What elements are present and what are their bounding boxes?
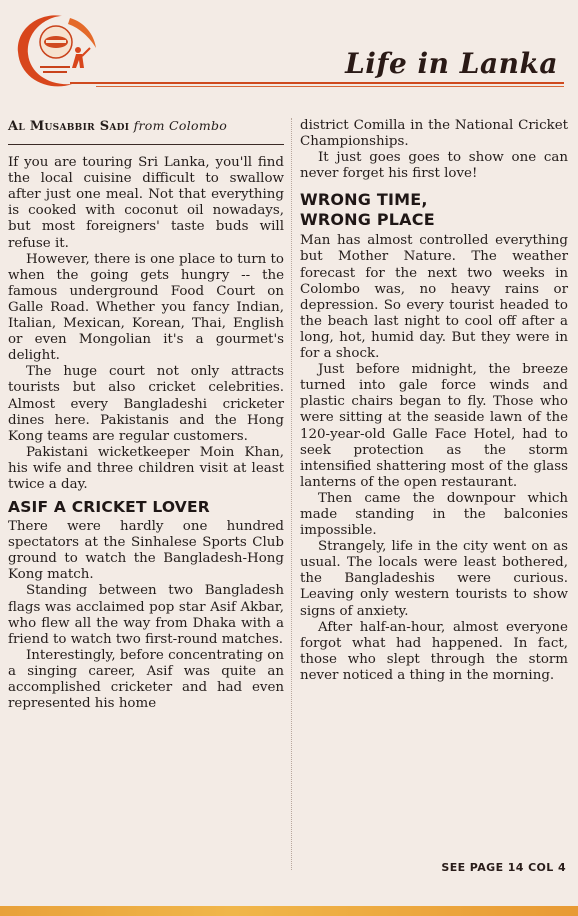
paragraph: Standing between two Bangladesh flags was acclaimed pop star Asif Akbar, who flew all the way from Dhaka with a friend to watch two first-round matches. — [8, 583, 284, 647]
paragraph: Then came the downpour which made standing in the balconies impossible. — [300, 490, 568, 539]
subhead-wrong-time — [300, 190, 568, 230]
subhead-line-1: WRONG TIME, — [300, 190, 428, 210]
paragraph: Strangely, life in the city went on as usual. The locals were least bothered, the Bangladeshis were curious. Leaving only western tourists to show signs of anxiety. — [300, 539, 568, 619]
paragraph: Man has almost controlled everything but Mother Nature. The weather forecast for the next two weeks in Colombo was, no heavy rains or depression. So every tourist headed to the beach last night to cool off after a long, hot, humid day. But they were in for a shock. — [300, 233, 568, 362]
subhead-asif: ASIF A CRICKET LOVER — [8, 498, 210, 517]
bottom-color-strip — [0, 906, 578, 916]
byline-author: Al Musabbir Sadi — [8, 119, 130, 134]
paragraph: It just goes goes to show one can never forget his first love! — [300, 150, 568, 182]
subhead-line-2: WRONG PLACE — [300, 210, 435, 230]
byline-location: from Colombo — [133, 118, 228, 133]
byline — [8, 118, 284, 145]
paragraph: There were hardly one hundred spectators at the Sinhalese Sports Club ground to watch the Bangladesh-Hong Kong match. — [8, 519, 284, 583]
left-column — [8, 118, 284, 712]
paragraph: Pakistani wicketkeeper Moin Khan, his wife and three children visit at least twice a day. — [8, 444, 284, 492]
paragraph: After half-an-hour, almost everyone forgot what had happened. In fact, those who slept through the storm never noticed a thing in the morning. — [300, 619, 568, 683]
header-rule-thin — [96, 86, 564, 87]
section-header — [0, 0, 578, 100]
section-title: Life in Lanka — [345, 47, 558, 80]
paragraph: The huge court not only attracts tourists but also cricket celebrities. Almost every Bangladeshi cricketer dines here. Pakistanis and the Hong Kong teams are regular customers. — [8, 364, 284, 444]
paragraph: However, there is one place to turn to when the going gets hungry -- the famous underground Food Court on Galle Road. Whether you fancy Indian, Italian, Mexican, Korean, Thai, English or even Mongolian it's a gourmet's delight. — [8, 251, 284, 364]
paragraph: If you are touring Sri Lanka, you'll find the local cuisine difficult to swallow after just one meal. Not that everything is cooked with coconut oil nowadays, but most foreigners' taste buds will refuse it. — [8, 155, 284, 251]
header-rule — [70, 82, 564, 84]
right-column — [300, 118, 568, 684]
paragraph: Interestingly, before concentrating on a singing career, Asif was quite an accomplished cricketer and had even represented his home — [8, 647, 284, 712]
paragraph: Just before midnight, the breeze turned into gale force winds and plastic chairs began to fly. Those who were sitting at the seaside lawn of the 120-year-old Galle Face Hotel, had to seek protection as the storm intensified shattering most of the glass lanterns of the open restaurant. — [300, 362, 568, 490]
paragraph: district Comilla in the National Cricket Championships. — [300, 118, 568, 150]
column-divider — [291, 118, 292, 870]
continued-reference: SEE PAGE 14 COL 4 — [441, 861, 566, 874]
